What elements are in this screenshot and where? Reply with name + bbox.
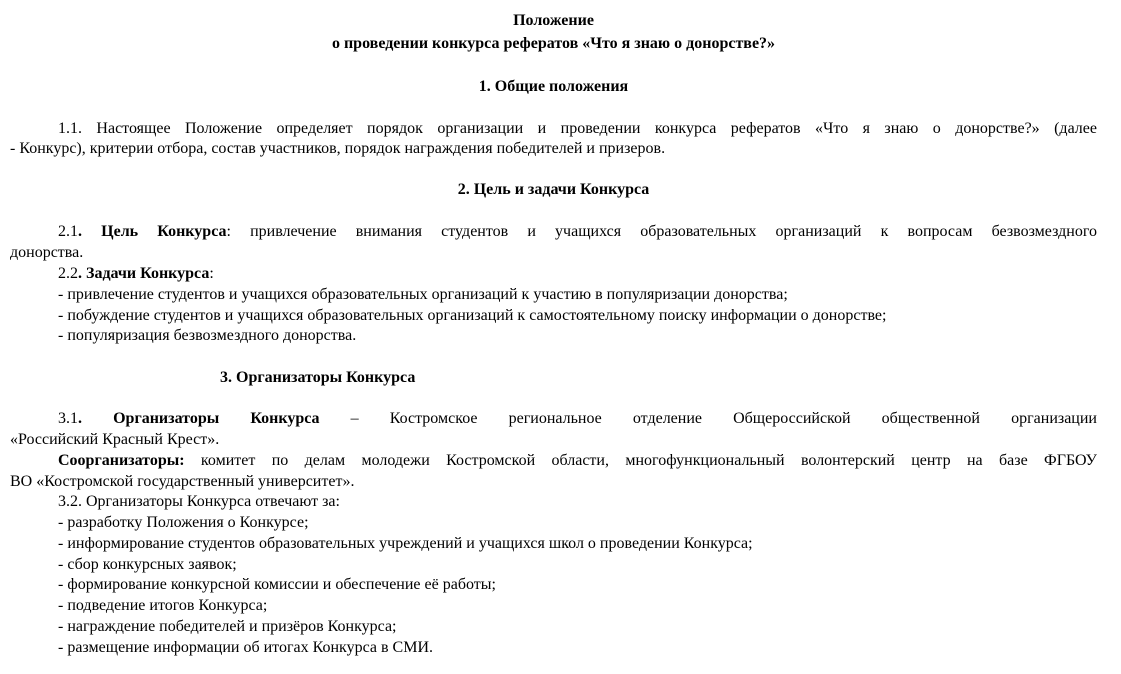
org-number: 3.1 xyxy=(58,410,78,427)
section3-coorg-line1 xyxy=(10,451,1097,472)
tasks-number: 2.2 xyxy=(58,265,78,282)
section1-heading: 1. Общие положения xyxy=(478,78,629,95)
org-text: – Костромское региональное отделение Общероссийской общественной организации xyxy=(319,410,1097,427)
task-item: - привлечение студентов и учащихся образовательных организаций к участию в популяризации донорства; xyxy=(58,286,788,303)
coorg-text: комитет по делам молодежи Костромской области, многофункциональный волонтерский центр на базе ФГБОУ xyxy=(184,452,1097,469)
tasks-label: . Задачи Конкурса xyxy=(78,265,210,282)
section3-coorg-line2: ВО «Костромской государственный университет». xyxy=(10,473,355,490)
task-item: - популяризация безвозмездного донорства. xyxy=(58,327,357,344)
section2-tasks-line xyxy=(10,264,1097,285)
resp-item: - информирование студентов образовательных учреждений и учащихся школ о проведении Конкурса; xyxy=(58,535,753,552)
section2-goal-line1 xyxy=(10,222,1097,243)
goal-number: 2.1 xyxy=(58,223,78,240)
section3-resp-intro: 3.2. Организаторы Конкурса отвечают за: xyxy=(58,493,340,510)
coorg-label: Соорганизаторы: xyxy=(58,452,185,469)
section3-org-line1 xyxy=(10,409,1097,430)
task-item: - побуждение студентов и учащихся образовательных организаций к самостоятельному поиску информации о донорстве; xyxy=(58,307,887,324)
section1-paragraph-line1: 1.1. Настоящее Положение определяет порядок организации и проведении конкурса рефератов «Что я знаю о донорстве?» (далее xyxy=(58,120,1097,137)
section2-goal-line2: донорства. xyxy=(10,244,84,261)
document-title: Положение xyxy=(513,12,594,29)
resp-item: - подведение итогов Конкурса; xyxy=(58,597,268,614)
document-subtitle: о проведении конкурса рефератов «Что я знаю о донорстве?» xyxy=(331,35,776,52)
goal-text: : привлечение внимания студентов и учащихся образовательных организаций к вопросам безвозмездного xyxy=(226,223,1097,240)
resp-item: - сбор конкурсных заявок; xyxy=(58,556,237,573)
tasks-colon: : xyxy=(209,265,214,282)
resp-item: - награждение победителей и призёров Конкурса; xyxy=(58,618,397,635)
section1-paragraph-line2: - Конкурс), критерии отбора, состав участников, порядок награждения победителей и призеров. xyxy=(10,140,666,157)
section2-heading: 2. Цель и задачи Конкурса xyxy=(457,181,650,198)
section3-heading: 3. Организаторы Конкурса xyxy=(220,369,416,386)
resp-item: - разработку Положения о Конкурсе; xyxy=(58,514,309,531)
goal-label: . Цель Конкурса xyxy=(78,223,227,240)
section3-org-line2: «Российский Красный Крест». xyxy=(10,431,220,448)
resp-item: - размещение информации об итогах Конкурса в СМИ. xyxy=(58,639,433,656)
resp-item: - формирование конкурсной комиссии и обеспечение её работы; xyxy=(58,576,496,593)
org-label: . Организаторы Конкурса xyxy=(78,410,320,427)
